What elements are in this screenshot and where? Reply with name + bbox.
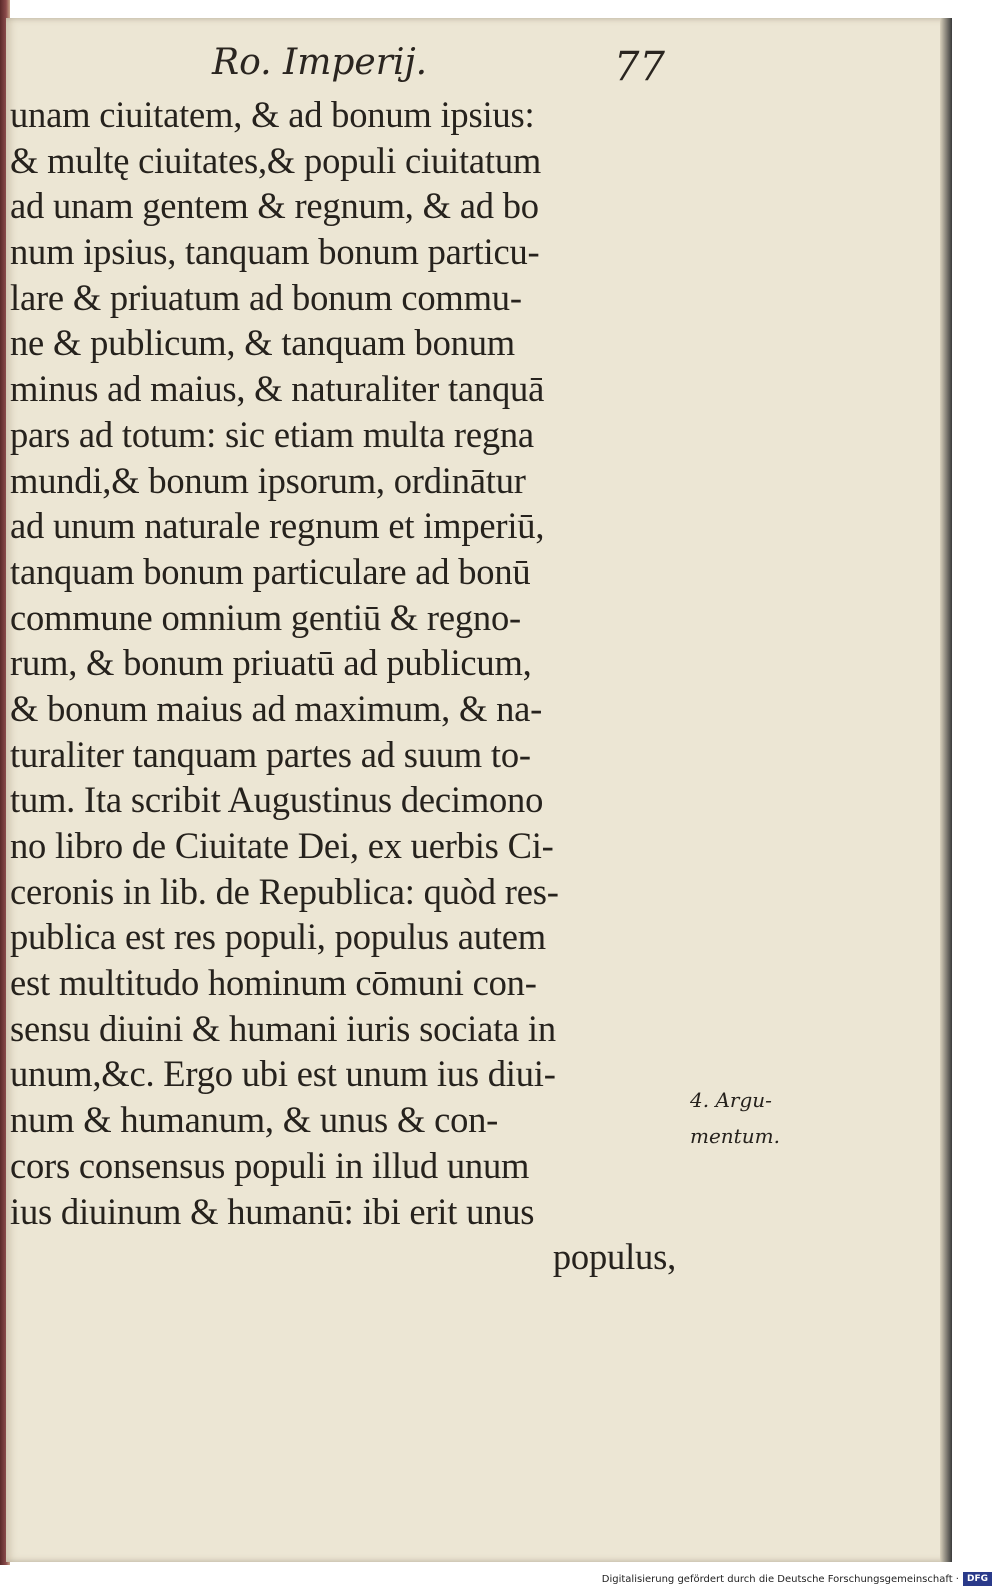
text-line: ceronis in lib. de Republica: quòd res- [10,870,559,912]
text-line: ne & publicum, & tanquam bonum [10,322,515,364]
text-line: ad unum naturale regnum et imperiū, [10,505,545,547]
body-text [10,92,680,1280]
text-line: ius diuinum & humanū: ibi erit unus [10,1190,535,1232]
text-line: minus ad maius, & naturaliter tanquā [10,368,545,410]
text-line: cors consensus populi in illud unum [10,1144,530,1186]
text-line: no libro de Ciuitate Dei, ex uerbis Ci- [10,825,554,866]
running-head: Ro. Imperij. [212,42,428,83]
text-line: turaliter tanquam partes ad suum to- [10,733,531,775]
marginal-note [690,1082,840,1154]
text-line: unum,&c. Ergo ubi est unum ius diui- [10,1053,556,1095]
text-line: num ipsius, tanquam bonum particu- [10,231,540,273]
text-line: rum, & bonum priuatū ad publicum, [10,642,532,684]
text-line: & multę ciuitates,& populi ciuitatum [10,139,542,181]
catchword: populus, [552,1236,676,1278]
dfg-logo-icon: DFG [963,1572,992,1586]
marginal-note-line: 4. Argu- [690,1088,772,1112]
footer-credit: Digitalisierung gefördert durch die Deutsche Forschungsgemeinschaft · [601,1573,959,1585]
page-edge-shadow [940,18,952,1562]
text-line: unam ciuitatem, & ad bonum ipsius: [10,94,535,135]
text-line: est multitudo hominum cōmuni con- [10,962,537,1004]
text-line: tanquam bonum particulare ad bonū [10,550,531,592]
text-line: publica est res populi, populus autem [10,916,546,958]
text-line: lare & priuatum ad bonum commu- [10,276,522,318]
text-line: sensu diuini & humani iuris sociata in [10,1007,556,1049]
text-line: mundi,& bonum ipsorum, ordinātur [10,459,526,501]
text-line: tum. Ita scribit Augustinus decimono [10,779,544,821]
text-line: pars ad totum: sic etiam multa regna [10,413,534,455]
digitization-footer [602,1572,992,1586]
text-line: ad unam gentem & regnum, & ad bo [10,185,539,227]
text-line: commune omnium gentiū & regno- [10,596,521,638]
marginal-note-line: mentum. [690,1124,780,1148]
page-number: 77 [614,44,665,90]
text-line: num & humanum, & unus & con- [10,1099,499,1141]
text-line: & bonum maius ad maximum, & na- [10,687,543,729]
page-header [0,28,690,98]
